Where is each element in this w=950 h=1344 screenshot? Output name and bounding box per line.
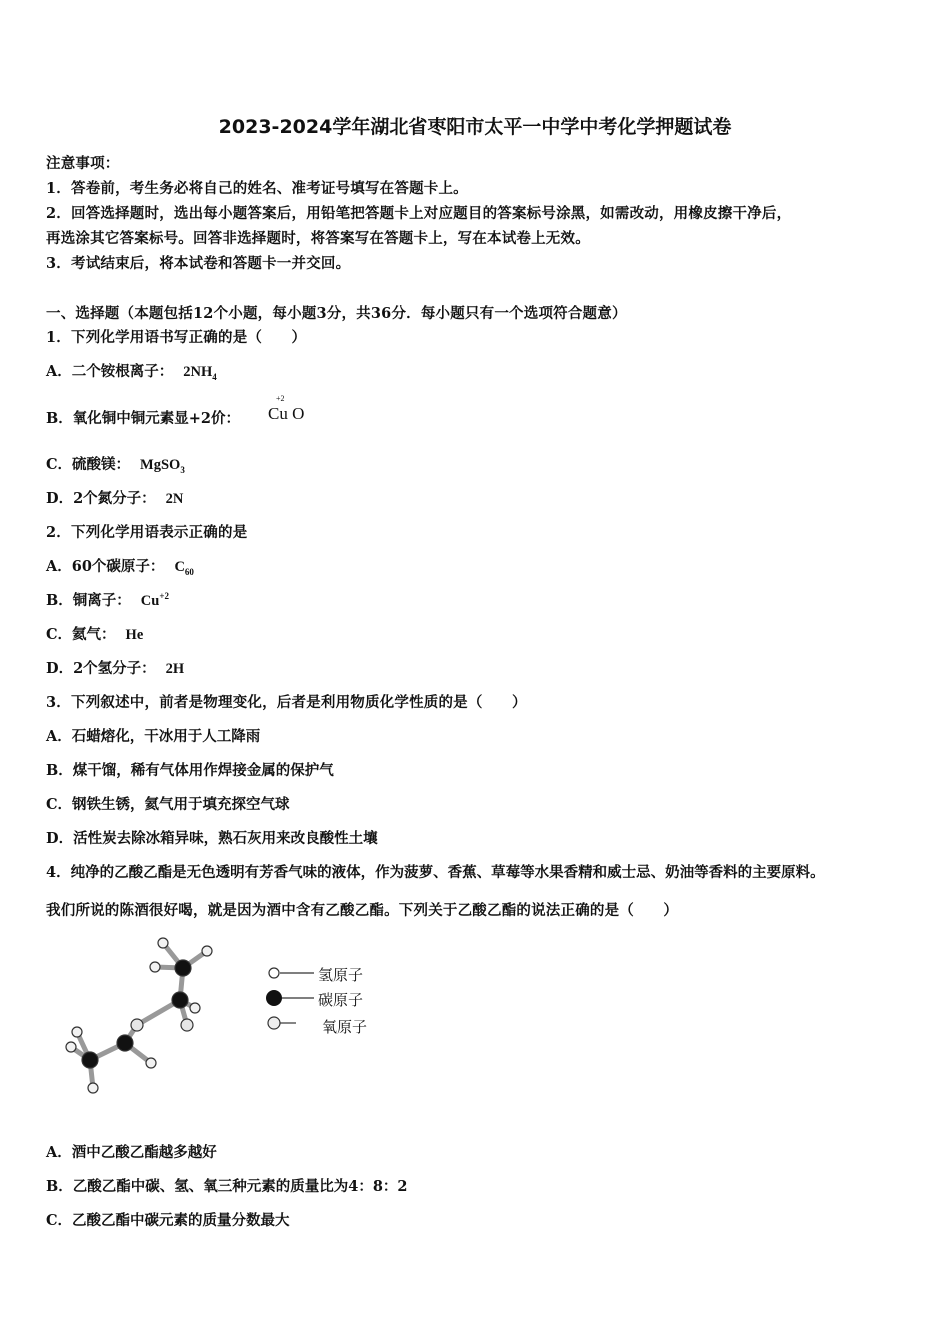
h-atom [150,962,160,972]
legend-oxygen-marker [268,1017,280,1029]
q1-option-d-text: D．2个氮分子： [46,490,156,507]
q1-option-c-formula [140,457,185,473]
q2-stem: 2．下列化学用语表示正确的是 [46,524,248,541]
q4-option-b: B．乙酸乙酯中碳、氢、氧三种元素的质量比为4：8：2 [46,1178,408,1195]
o-atom [181,1019,193,1031]
legend-carbon-marker [266,990,282,1006]
q2-option-c-text: C．氦气： [46,626,116,643]
section-heading: 一、选择题（本题包括12个小题，每小题3分，共36分．每小题只有一个选项符合题意） [46,305,627,322]
q2-option-a-text: A．60个碳原子： [46,558,165,575]
c-atom [117,1035,133,1051]
legend-hydrogen-label: 氢原子 [318,966,364,984]
h-atom [190,1003,200,1013]
q1-option-a-formula [183,364,217,380]
q3-option-d: D．活性炭去除冰箱异味，熟石灰用来改良酸性土壤 [46,830,378,847]
q1-option-c-text: C．硫酸镁： [46,456,131,473]
ethyl-acetate-molecule-diagram [55,935,245,1100]
legend-carbon-label: 碳原子 [318,991,364,1009]
q4-option-c: C．乙酸乙酯中碳元素的质量分数最大 [46,1212,290,1229]
q2-a-formula-main: C [174,559,185,575]
molecule-legend [266,962,396,1042]
q1-c-formula-main: MgSO [140,457,181,473]
q2-option-c [46,623,143,644]
notice-item-2-cont: 再选涂其它答案标号。回答非选择题时，将答案写在答题卡上，写在本试卷上无效。 [46,230,590,247]
q1-option-c [46,453,185,475]
page-title: 2023-2024学年湖北省枣阳市太平一中学中考化学押题试卷 [218,116,732,138]
q3-option-a: A．石蜡熔化，干冰用于人工降雨 [46,728,261,745]
q1-stem: 1．下列化学用语书写正确的是（ ） [46,329,307,346]
notice-item-3: 3．考试结束后，将本试卷和答题卡一并交回。 [46,255,351,272]
q4-option-a: A．酒中乙酸乙酯越多越好 [46,1144,217,1161]
q2-c-formula: He [125,627,144,643]
q2-option-d [46,657,184,678]
q2-option-b-text: B．铜离子： [46,592,131,609]
c-atom [172,992,188,1008]
q1-option-b [46,407,240,428]
q1-d-formula: 2N [165,491,184,507]
q1-b-valence: +2 [276,394,285,403]
c-atom [175,960,191,976]
q1-b-formula-main: Cu O [268,404,305,423]
h-atom [88,1083,98,1093]
o-atom [131,1019,143,1031]
h-atom [66,1042,76,1052]
q2-b-formula-main: Cu [140,593,160,609]
q2-option-b-formula [141,593,169,609]
q1-option-b-text: B．氧化铜中铜元素显+2价： [46,410,240,427]
q2-option-d-text: D．2个氢分子： [46,660,156,677]
h-atom [72,1027,82,1037]
q3-option-b: B．煤干馏，稀有气体用作焊接金属的保护气 [46,762,334,779]
legend-markers [266,962,316,1042]
q2-b-formula-sup: +2 [159,591,169,602]
q4-stem-line1: 4．纯净的乙酸乙酯是无色透明有芳香气味的液体，作为菠萝、香蕉、草莓等水果香精和威士忌、奶油等香料的主要原料。 [46,864,825,881]
notice-heading: 注意事项： [46,155,120,172]
q2-d-formula: 2H [165,661,185,677]
notice-item-1: 1．答卷前，考生务必将自己的姓名、准考证号填写在答题卡上。 [46,180,468,197]
legend-hydrogen-marker [269,968,279,978]
q1-option-a-text: A．二个铵根离子： [46,363,174,380]
q2-option-a [46,555,194,577]
h-atom [202,946,212,956]
h-atom [158,938,168,948]
q4-stem-line2: 我们所说的陈酒很好喝，就是因为酒中含有乙酸乙酯。下列关于乙酸乙酯的说法正确的是（ ） [46,902,679,919]
c-atom [82,1052,98,1068]
legend-oxygen-label: 氧原子 [322,1018,368,1036]
q3-option-c: C．钢铁生锈，氦气用于填充探空气球 [46,796,290,813]
notice-item-2: 2．回答选择题时，选出每小题答案后，用铅笔把答题卡上对应题目的答案标号涂黑，如需改动，用橡皮擦干净后， [46,205,792,222]
q1-option-a [46,360,217,382]
q1-a-formula-sub: 4 [212,371,217,382]
q3-stem: 3．下列叙述中，前者是物理变化，后者是利用物质化学性质的是（ ） [46,694,527,711]
q1-a-formula-main: 2NH [183,364,213,380]
q2-option-b [46,589,169,610]
q1-option-d [46,487,183,508]
q2-a-formula-sub: 60 [184,566,194,577]
h-atom [146,1058,156,1068]
q2-option-a-formula [174,559,193,575]
q1-c-formula-sub: 3 [180,464,185,475]
